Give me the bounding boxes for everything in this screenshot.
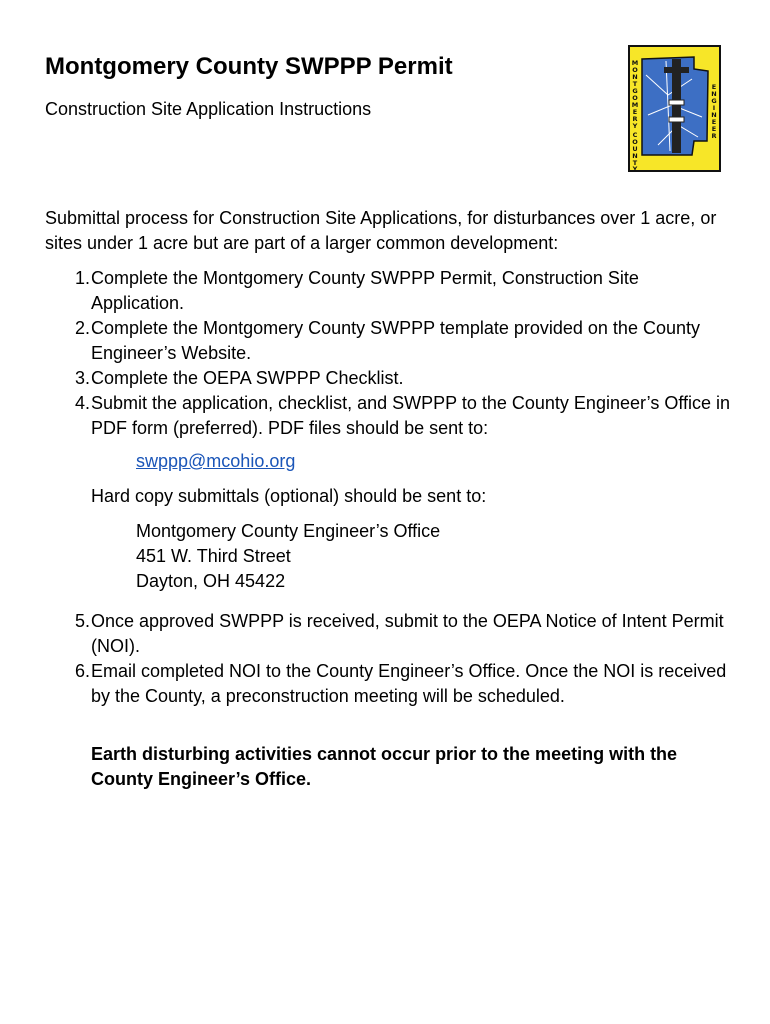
svg-text:Y: Y [632, 165, 638, 172]
warning-note: Earth disturbing activities cannot occur prior to the meeting with the County Engineer’s Office. [91, 744, 678, 789]
svg-text:E: E [711, 125, 717, 133]
svg-text:E: E [632, 108, 638, 116]
email-link[interactable]: swppp@mcohio.org [136, 451, 296, 471]
list-item: 3. Complete the OEPA SWPPP Checklist. [74, 368, 404, 388]
svg-text:O: O [632, 66, 638, 74]
address-line: Dayton, OH 45422 [136, 571, 286, 591]
list-item: 5. Once approved SWPPP is received, submit to the OEPA Notice of Intent Permit (NOI). [74, 611, 724, 656]
steps-list [45, 266, 735, 792]
page-title: Montgomery County SWPPP Permit [45, 53, 453, 80]
address-line: 451 W. Third Street [136, 546, 291, 566]
svg-text:M: M [631, 59, 639, 67]
svg-text:E: E [711, 83, 717, 91]
svg-text:U: U [632, 145, 638, 153]
svg-text:I: I [712, 104, 716, 112]
svg-text:O: O [632, 94, 638, 102]
svg-text:N: N [632, 152, 638, 160]
submission-details [45, 449, 735, 594]
list-item: 1. Complete the Montgomery County SWPPP Permit, Construction Site Application. [74, 268, 639, 313]
svg-text:N: N [711, 111, 717, 119]
svg-text:M: M [631, 101, 639, 109]
svg-text:N: N [711, 90, 717, 98]
svg-text:T: T [632, 80, 638, 88]
mailing-address [136, 519, 735, 594]
svg-text:R: R [711, 132, 717, 140]
svg-text:T: T [632, 159, 638, 167]
svg-text:N: N [632, 73, 638, 81]
svg-text:G: G [711, 97, 717, 105]
svg-text:C: C [632, 131, 638, 139]
address-line: Montgomery County Engineer’s Office [136, 521, 441, 541]
county-engineer-logo [628, 45, 721, 172]
svg-text:E: E [711, 118, 717, 126]
page-subtitle: Construction Site Application Instructions [45, 99, 372, 119]
list-item: 2. Complete the Montgomery County SWPPP template provided on the County Engineer’s Website. [74, 318, 700, 363]
svg-text:Y: Y [632, 122, 638, 130]
svg-text:G: G [632, 87, 638, 95]
svg-text:R: R [632, 115, 638, 123]
hard-copy-note: Hard copy submittals (optional) should be sent to: [91, 486, 487, 506]
intro-paragraph: Submittal process for Construction Site Applications, for disturbances over 1 acre, or sites under 1 acre but are part of a larger common development: [45, 208, 717, 253]
svg-text:O: O [632, 138, 638, 146]
list-item: 4. Submit the application, checklist, and SWPPP to the County Engineer’s Office in PDF form (preferred). PDF files should be sent to: [74, 393, 731, 438]
list-item: 6. Email completed NOI to the County Engineer’s Office. Once the NOI is received by the County, a preconstruction meeting will be scheduled. [74, 661, 727, 706]
